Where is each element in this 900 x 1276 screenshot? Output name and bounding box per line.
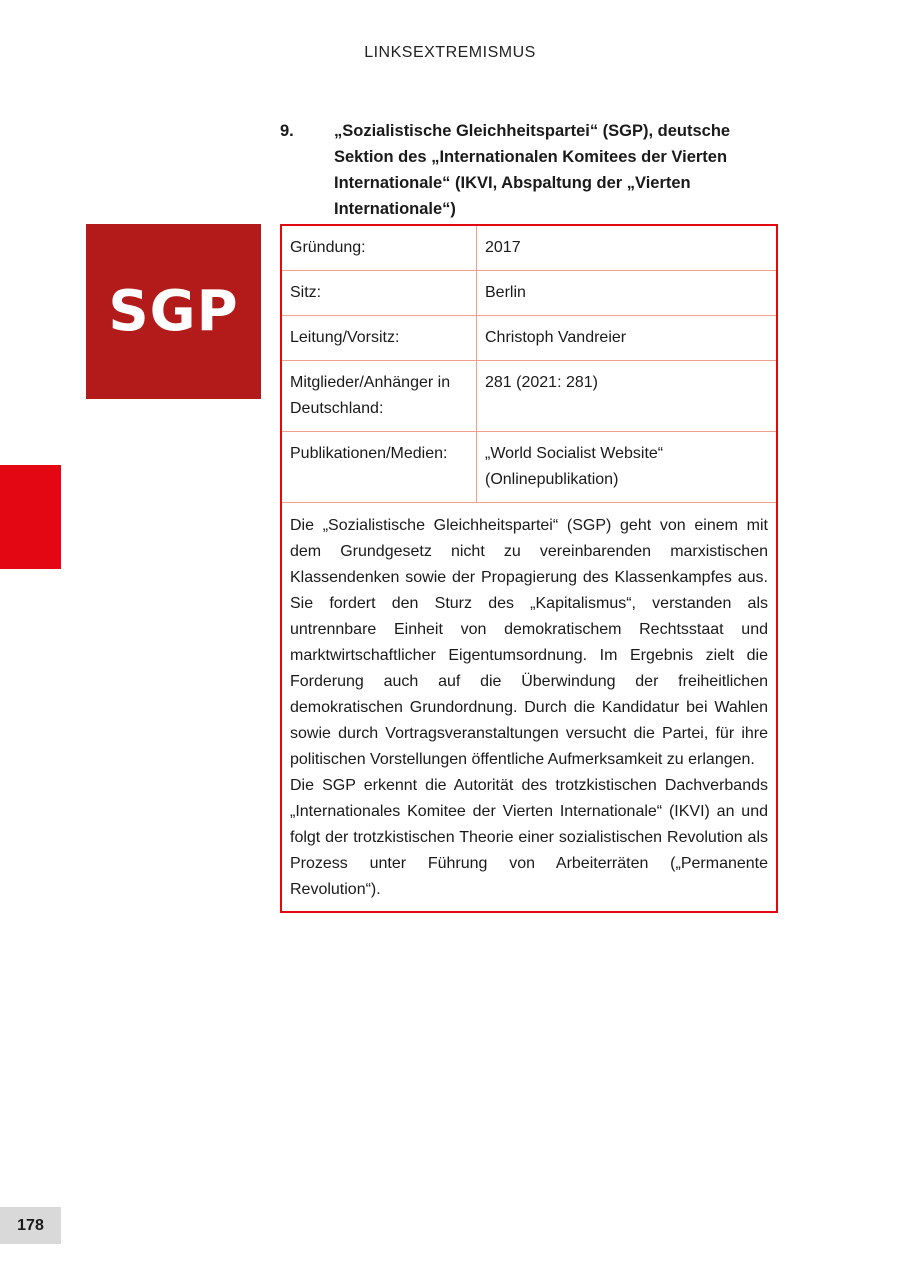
fact-key-members: Mitglieder/Anhänger in Deutschland:: [282, 361, 477, 432]
facts-table: [282, 226, 776, 503]
page-number: 178: [0, 1207, 61, 1244]
table-row: [282, 432, 776, 503]
section-number: 9.: [280, 122, 294, 140]
fact-value-publications: „World Socialist Website“ (Onlinepublikation): [477, 432, 777, 503]
fact-value-members: 281 (2021: 281): [477, 361, 777, 432]
info-box: [280, 224, 778, 913]
table-row: [282, 271, 776, 316]
fact-key-seat: Sitz:: [282, 271, 477, 316]
sgp-logo: [86, 224, 261, 399]
running-head: LINKSEXTREMISMUS: [364, 44, 536, 61]
chapter-tab-marker: [0, 465, 61, 569]
fact-key-founding: Gründung:: [282, 226, 477, 271]
description-paragraph: Die „Sozialistische Gleichheitspartei“ (SGP) geht von einem mit dem Grundgesetz nicht zu vereinbarenden marxistischen Klassendenken sowie der Propagierung des Klassenkampfes aus. Sie fordert den Sturz des „Kapitalismus“, verstanden als untrennbare Einheit von demokratischem Rechtsstaat und marktwirtschaftlicher Eigentumsordnung. Im Ergebnis zielt die Forderung auch auf die Überwindung der freiheitlichen demokratischen Grundordnung. Durch die Kandidatur bei Wahlen sowie durch Vortragsveranstaltungen versucht die Partei, für ihre politischen Vorstellungen öffentliche Aufmerksamkeit zu erlangen.: [290, 517, 768, 768]
fact-value-leadership: Christoph Vandreier: [477, 316, 777, 361]
table-row: [282, 316, 776, 361]
fact-key-publications: Publikationen/Medien:: [282, 432, 477, 503]
section-title: „Sozialistische Gleichheitspartei“ (SGP), deutsche Sektion des „Internationalen Komitees der Vierten Internationale“ (IKVI, Abspaltung der „Vierten Internationale“): [334, 122, 731, 218]
description: [282, 503, 776, 911]
table-row: [282, 361, 776, 432]
description-paragraph: Die SGP erkennt die Autorität des trotzkistischen Dachverbands „Internationales Komitee der Vierten Internationale“ (IKVI) an und folgt der trotzkistischen Theorie einer sozialistischen Revolution als Prozess unter Führung von Arbeiterräten („Permanente Revolution“).: [290, 777, 768, 898]
logo-text: SGP: [108, 279, 239, 344]
fact-value-founding: 2017: [477, 226, 777, 271]
fact-key-leadership: Leitung/Vorsitz:: [282, 316, 477, 361]
table-row: [282, 226, 776, 271]
section-heading: [280, 118, 780, 222]
fact-value-seat: Berlin: [477, 271, 777, 316]
